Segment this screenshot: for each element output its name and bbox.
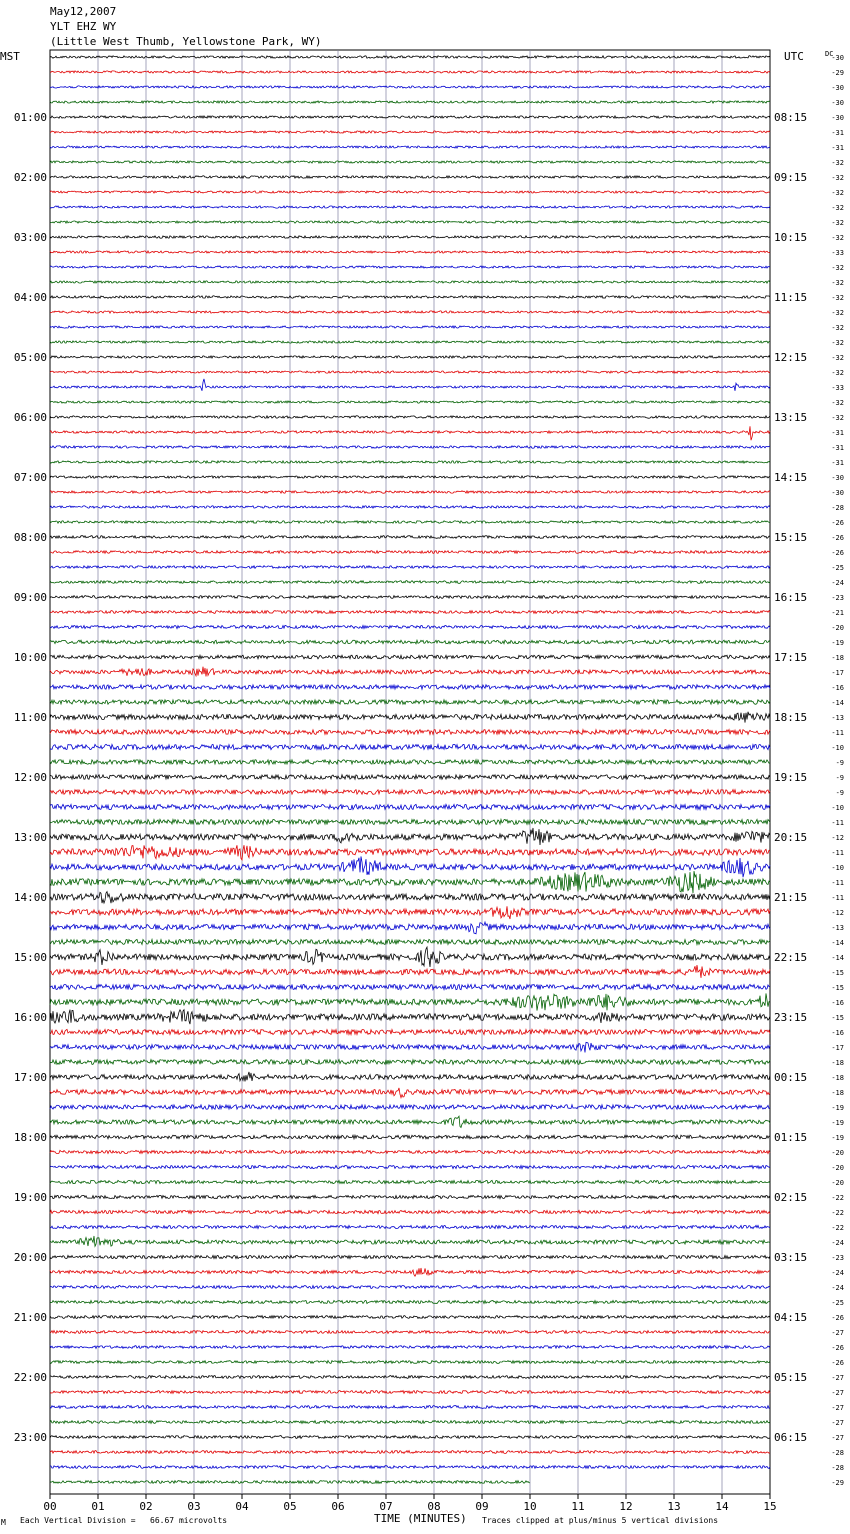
- dc-offset-label: -25: [831, 564, 844, 572]
- trace-row: [50, 551, 770, 554]
- seismic-traces: [50, 56, 770, 1484]
- left-hour-label: 23:00: [13, 1431, 47, 1444]
- trace-row: [50, 461, 770, 463]
- trace-row: [50, 191, 770, 193]
- dc-offset-label: -32: [831, 264, 844, 272]
- x-tick-label: 00: [43, 1500, 57, 1513]
- left-hour-label: 21:00: [13, 1311, 47, 1324]
- left-hour-label: 09:00: [13, 591, 47, 604]
- trace-row: [50, 296, 770, 298]
- dc-offset-label: -28: [831, 1464, 844, 1472]
- dc-offset-label: -19: [831, 1104, 844, 1112]
- trace-row: [50, 892, 770, 904]
- dc-offset-label: -27: [831, 1374, 844, 1382]
- right-hour-label: 11:15: [774, 291, 808, 304]
- trace-row: [50, 804, 770, 809]
- dc-offset-label: -22: [831, 1194, 844, 1202]
- right-hour-label: 02:15: [774, 1191, 808, 1204]
- dc-offset-label: -14: [831, 939, 844, 947]
- right-hour-label: 13:15: [774, 411, 808, 424]
- x-tick-label: 04: [235, 1500, 249, 1513]
- dc-offset-label: -9: [835, 774, 844, 782]
- trace-row: [50, 71, 770, 73]
- trace-row: [50, 131, 770, 133]
- trace-row: [50, 1286, 770, 1289]
- dc-offset-label: -32: [831, 219, 844, 227]
- clip-note: Traces clipped at plus/minus 5 vertical divisions: [482, 1516, 719, 1525]
- trace-row: [50, 1135, 770, 1139]
- trace-row: [50, 581, 770, 584]
- x-tick-label: 09: [475, 1500, 489, 1513]
- dc-offset-label: -16: [831, 684, 844, 692]
- dc-offset-label: -26: [831, 1314, 844, 1322]
- dc-offset-label: -10: [831, 744, 844, 752]
- trace-row: [50, 1088, 770, 1098]
- dc-offset-label: -19: [831, 1134, 844, 1142]
- dc-offset-label: -11: [831, 879, 844, 887]
- left-hour-label: 22:00: [13, 1371, 47, 1384]
- left-hour-label: 01:00: [13, 111, 47, 124]
- trace-row: [50, 476, 770, 478]
- right-hour-label: 21:15: [774, 891, 808, 904]
- plot-date: May12,2007: [50, 5, 117, 18]
- dc-offset-label: -32: [831, 369, 844, 377]
- left-hour-label: 08:00: [13, 531, 47, 544]
- trace-row: [50, 266, 770, 268]
- trace-row: [50, 1421, 770, 1424]
- dc-offset-label: -18: [831, 654, 844, 662]
- x-tick-label: 05: [283, 1500, 297, 1513]
- dc-offset-label: -32: [831, 279, 844, 287]
- station-location: (Little West Thumb, Yellowstone Park, WY): [50, 35, 322, 48]
- dc-offset-label: -31: [831, 444, 844, 452]
- dc-offset-label: -33: [831, 384, 844, 392]
- trace-row: [50, 1116, 770, 1127]
- trace-row: [50, 947, 770, 967]
- dc-offset-label: -25: [831, 1299, 844, 1307]
- trace-row: [50, 1150, 770, 1153]
- trace-row: [50, 86, 770, 88]
- x-tick-label: 15: [763, 1500, 777, 1513]
- x-tick-label: 01: [91, 1500, 105, 1513]
- trace-row: [50, 730, 770, 735]
- trace-row: [50, 922, 770, 934]
- trace-row: [50, 760, 770, 764]
- trace-row: [50, 1195, 770, 1198]
- x-tick-label: 02: [139, 1500, 153, 1513]
- trace-row: [50, 56, 770, 58]
- trace-row: [50, 1060, 770, 1065]
- dc-offset-label: -15: [831, 969, 844, 977]
- dc-offset-label: -32: [831, 354, 844, 362]
- dc-offset-label: -20: [831, 1179, 844, 1187]
- trace-row: [50, 401, 770, 403]
- dc-offset-label: -13: [831, 714, 844, 722]
- left-hour-label: 10:00: [13, 651, 47, 664]
- trace-row: [50, 1331, 770, 1334]
- dc-offset-label: -20: [831, 624, 844, 632]
- trace-row: [50, 1376, 770, 1379]
- trace-row: [50, 426, 770, 440]
- trace-row: [50, 775, 770, 779]
- dc-offset-label: -30: [831, 99, 844, 107]
- dc-offset-label: -32: [831, 189, 844, 197]
- dc-offset-label: -32: [831, 324, 844, 332]
- corner-mark: M: [1, 1518, 6, 1527]
- right-hour-label: 12:15: [774, 351, 808, 364]
- dc-offset-label: -15: [831, 984, 844, 992]
- left-hour-label: 07:00: [13, 471, 47, 484]
- dc-offset-label: -18: [831, 1059, 844, 1067]
- trace-row: [50, 311, 770, 313]
- dc-offset-label: -11: [831, 849, 844, 857]
- right-hour-label: 18:15: [774, 711, 808, 724]
- right-hour-label: 04:15: [774, 1311, 808, 1324]
- trace-row: [50, 101, 770, 103]
- trace-row: [50, 744, 770, 749]
- right-hour-label: 14:15: [774, 471, 808, 484]
- trace-row: [50, 221, 770, 223]
- left-hour-label: 11:00: [13, 711, 47, 724]
- left-hour-label: 12:00: [13, 771, 47, 784]
- dc-offset-label: -32: [831, 234, 844, 242]
- trace-row: [50, 1236, 770, 1246]
- dc-offset-label: -23: [831, 1254, 844, 1262]
- dc-offset-label: -24: [831, 1284, 844, 1292]
- dc-offset-label: -9: [835, 789, 844, 797]
- trace-row: [50, 416, 770, 418]
- trace-row: [50, 116, 770, 118]
- dc-offset-label: -32: [831, 159, 844, 167]
- trace-row: [50, 625, 770, 628]
- dc-offset-labels: [831, 54, 844, 1487]
- dc-offset-label: -17: [831, 1044, 844, 1052]
- trace-row: [50, 655, 770, 659]
- dc-offset-label: -29: [831, 1479, 844, 1487]
- dc-offset-label: -21: [831, 609, 844, 617]
- trace-row: [50, 161, 770, 163]
- trace-row: [50, 700, 770, 704]
- trace-row: [50, 1105, 770, 1109]
- dc-offset-label: -18: [831, 1089, 844, 1097]
- trace-row: [50, 1451, 770, 1454]
- trace-row: [50, 1010, 770, 1025]
- trace-row: [50, 146, 770, 148]
- dc-offset-label: -26: [831, 1359, 844, 1367]
- dc-offset-label: -27: [831, 1329, 844, 1337]
- trace-row: [50, 491, 770, 493]
- left-hour-label: 13:00: [13, 831, 47, 844]
- left-timezone-label: MST: [0, 50, 20, 63]
- right-hour-label: 19:15: [774, 771, 808, 784]
- x-tick-label: 06: [331, 1500, 345, 1513]
- dc-offset-label: -11: [831, 894, 844, 902]
- trace-row: [50, 506, 770, 508]
- dc-offset-label: -30: [831, 489, 844, 497]
- x-tick-label: 13: [667, 1500, 681, 1513]
- trace-row: [50, 1225, 770, 1228]
- left-hour-label: 20:00: [13, 1251, 47, 1264]
- dc-offset-label: -16: [831, 999, 844, 1007]
- left-hour-label: 05:00: [13, 351, 47, 364]
- trace-row: [50, 1210, 770, 1213]
- dc-offset-label: -13: [831, 924, 844, 932]
- dc-offset-label: -28: [831, 1449, 844, 1457]
- right-hour-label: 15:15: [774, 531, 808, 544]
- dc-offset-label: -32: [831, 294, 844, 302]
- trace-row: [50, 446, 770, 448]
- trace-row: [50, 939, 770, 944]
- x-tick-label: 11: [571, 1500, 585, 1513]
- trace-row: [50, 341, 770, 343]
- trace-row: [50, 356, 770, 358]
- trace-row: [50, 993, 770, 1010]
- dc-offset-label: -27: [831, 1419, 844, 1427]
- x-tick-label: 10: [523, 1500, 537, 1513]
- left-hour-label: 19:00: [13, 1191, 47, 1204]
- dc-offset-label: -30: [831, 474, 844, 482]
- dc-offset-label: -33: [831, 249, 844, 257]
- right-hour-label: 10:15: [774, 231, 808, 244]
- right-hour-label: 01:15: [774, 1131, 808, 1144]
- dc-offset-label: -32: [831, 204, 844, 212]
- trace-row: [50, 596, 770, 599]
- dc-offset-label: -11: [831, 819, 844, 827]
- trace-row: [50, 871, 770, 893]
- left-hour-label: 15:00: [13, 951, 47, 964]
- dc-offset-label: -30: [831, 54, 844, 62]
- dc-offset-label: -24: [831, 579, 844, 587]
- dc-offset-label: -27: [831, 1404, 844, 1412]
- dc-offset-label: -27: [831, 1389, 844, 1397]
- dc-offset-label: -26: [831, 519, 844, 527]
- dc-offset-label: -18: [831, 1074, 844, 1082]
- trace-row: [50, 790, 770, 795]
- left-hour-label: 04:00: [13, 291, 47, 304]
- trace-row: [50, 611, 770, 614]
- left-hour-label: 16:00: [13, 1011, 47, 1024]
- dc-offset-label: -20: [831, 1149, 844, 1157]
- trace-row: [50, 281, 770, 283]
- left-hour-label: 06:00: [13, 411, 47, 424]
- trace-row: [50, 536, 770, 539]
- left-hour-label: 03:00: [13, 231, 47, 244]
- trace-row: [50, 640, 770, 644]
- trace-row: [50, 1042, 770, 1052]
- dc-offset-label: -26: [831, 549, 844, 557]
- dc-offset-label: -19: [831, 1119, 844, 1127]
- left-hour-label: 14:00: [13, 891, 47, 904]
- trace-row: [50, 1316, 770, 1319]
- trace-row: [50, 984, 770, 989]
- trace-row: [50, 251, 770, 253]
- trace-row: [50, 206, 770, 208]
- x-tick-label: 08: [427, 1500, 441, 1513]
- dc-offset-label: -26: [831, 1344, 844, 1352]
- x-tick-label: 12: [619, 1500, 633, 1513]
- dc-offset-label: -31: [831, 459, 844, 467]
- dc-offset-label: -30: [831, 114, 844, 122]
- right-hour-label: 03:15: [774, 1251, 808, 1264]
- trace-row: [50, 685, 770, 689]
- left-hour-label: 17:00: [13, 1071, 47, 1084]
- trace-row: [50, 1180, 770, 1183]
- dc-offset-label: -16: [831, 1029, 844, 1037]
- dc-offset-label: -11: [831, 729, 844, 737]
- trace-row: [50, 1301, 770, 1304]
- right-hour-label: 09:15: [774, 171, 808, 184]
- dc-offset-label: -10: [831, 864, 844, 872]
- dc-offset-label: -31: [831, 129, 844, 137]
- dc-offset-label: -17: [831, 669, 844, 677]
- trace-row: [50, 856, 770, 877]
- trace-row: [50, 1072, 770, 1082]
- right-hour-label: 23:15: [774, 1011, 808, 1024]
- dc-offset-label: -23: [831, 594, 844, 602]
- right-hour-label: 17:15: [774, 651, 808, 664]
- trace-row: [50, 236, 770, 238]
- dc-offset-label: -19: [831, 639, 844, 647]
- dc-header-label: DC: [825, 50, 834, 58]
- trace-row: [50, 1165, 770, 1168]
- dc-offset-label: -20: [831, 1164, 844, 1172]
- x-tick-label: 07: [379, 1500, 393, 1513]
- dc-offset-label: -29: [831, 69, 844, 77]
- dc-offset-label: -26: [831, 534, 844, 542]
- dc-offset-label: -30: [831, 84, 844, 92]
- trace-row: [50, 1391, 770, 1394]
- right-hour-label: 08:15: [774, 111, 808, 124]
- dc-offset-label: -24: [831, 1269, 844, 1277]
- right-hour-label: 05:15: [774, 1371, 808, 1384]
- right-hour-label: 22:15: [774, 951, 808, 964]
- trace-row: [50, 176, 770, 178]
- trace-row: [50, 1406, 770, 1409]
- dc-offset-label: -10: [831, 804, 844, 812]
- dc-offset-label: -12: [831, 909, 844, 917]
- x-tick-label: 14: [715, 1500, 729, 1513]
- trace-row: [50, 1268, 770, 1276]
- trace-row: [50, 1255, 770, 1258]
- right-timezone-label: UTC: [784, 50, 804, 63]
- dc-offset-label: -28: [831, 504, 844, 512]
- trace-row: [50, 667, 770, 677]
- dc-offset-label: -24: [831, 1239, 844, 1247]
- right-hour-label: 16:15: [774, 591, 808, 604]
- trace-row: [50, 712, 770, 723]
- station-code: YLT EHZ WY: [50, 20, 117, 33]
- left-hour-label: 18:00: [13, 1131, 47, 1144]
- trace-row: [50, 965, 770, 978]
- dc-offset-label: -32: [831, 309, 844, 317]
- trace-row: [50, 1346, 770, 1349]
- dc-offset-label: -32: [831, 174, 844, 182]
- right-hour-label: 00:15: [774, 1071, 808, 1084]
- right-hour-label: 20:15: [774, 831, 808, 844]
- trace-row: [50, 379, 770, 391]
- trace-row: [50, 1436, 770, 1439]
- dc-offset-label: -14: [831, 699, 844, 707]
- left-hour-label: 02:00: [13, 171, 47, 184]
- dc-offset-label: -14: [831, 954, 844, 962]
- trace-row: [50, 828, 770, 845]
- trace-row: [50, 371, 770, 373]
- dc-offset-label: -27: [831, 1434, 844, 1442]
- left-hour-labels: [14, 111, 47, 1444]
- trace-row: [50, 566, 770, 569]
- trace-row: [50, 819, 770, 824]
- trace-row: [50, 1466, 770, 1469]
- dc-offset-label: -31: [831, 429, 844, 437]
- x-axis-ticks: [43, 1494, 776, 1513]
- dc-offset-label: -22: [831, 1224, 844, 1232]
- dc-offset-label: -12: [831, 834, 844, 842]
- dc-offset-label: -32: [831, 339, 844, 347]
- right-hour-label: 06:15: [774, 1431, 808, 1444]
- dc-offset-label: -9: [835, 759, 844, 767]
- trace-row: [50, 906, 770, 919]
- trace-row: [50, 1029, 770, 1034]
- dc-offset-label: -32: [831, 399, 844, 407]
- dc-offset-label: -15: [831, 1014, 844, 1022]
- x-tick-label: 03: [187, 1500, 201, 1513]
- right-hour-labels: [774, 111, 807, 1444]
- trace-row: [50, 521, 770, 523]
- dc-offset-label: -22: [831, 1209, 844, 1217]
- x-axis-title: TIME (MINUTES): [374, 1512, 467, 1525]
- dc-offset-label: -31: [831, 144, 844, 152]
- trace-row: [50, 845, 770, 860]
- trace-row: [50, 1361, 770, 1364]
- trace-row: [50, 326, 770, 328]
- scale-note: Each Vertical Division = 66.67 microvolts: [20, 1516, 228, 1525]
- dc-offset-label: -32: [831, 414, 844, 422]
